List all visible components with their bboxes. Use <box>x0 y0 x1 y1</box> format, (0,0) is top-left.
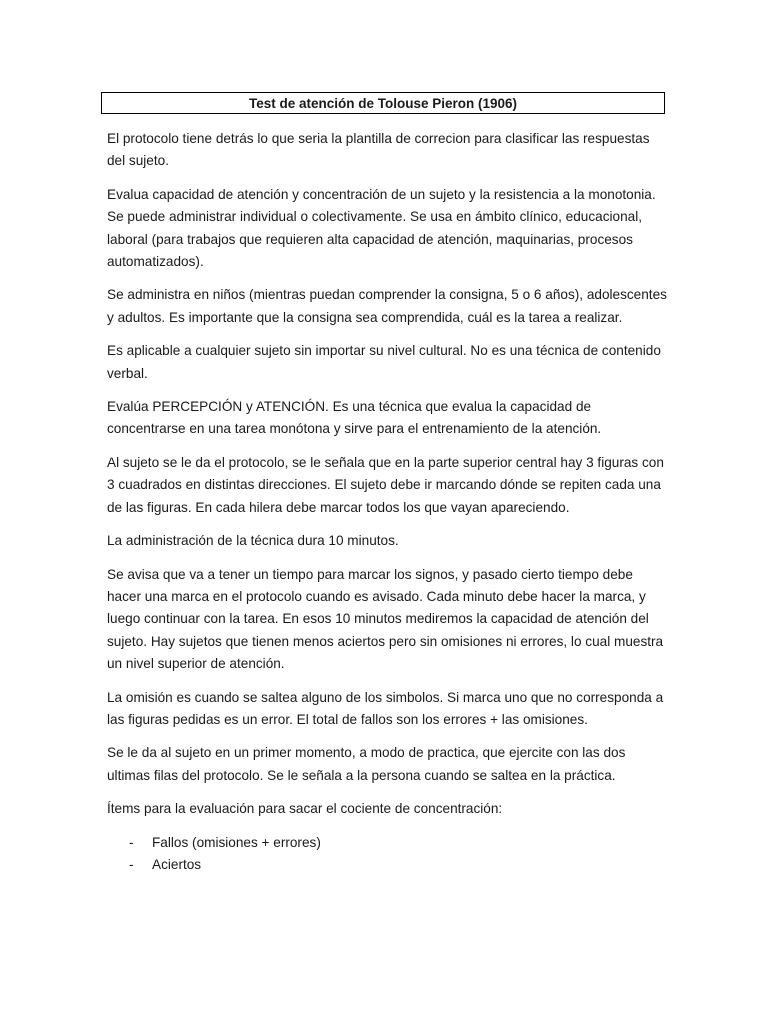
list-item-text: Fallos (omisiones + errores) <box>152 834 321 850</box>
paragraph: Se administra en niños (mientras puedan comprender la consigna, 5 o 6 años), adolescentes y adultos. Es importante que la consigna sea comprendida, cuál es la tarea a realizar. <box>107 287 667 325</box>
paragraph: Se le da al sujeto en un primer momento, a modo de practica, que ejercite con las dos ultimas filas del protocolo. Se le señala a la persona cuando se saltea en la práctica. <box>107 745 626 783</box>
paragraph: La administración de la técnica dura 10 minutos. <box>107 533 399 549</box>
paragraph: Evalua capacidad de atención y concentración de un sujeto y la resistencia a la monotonia. Se puede administrar individual o colectivamente. Se usa en ámbito clínico, educacional, laboral (para trabajos que requieren alta capacidad de atención, maquinarias, procesos automatizados). <box>107 186 656 270</box>
paragraph: Se avisa que va a tener un tiempo para marcar los signos, y pasado cierto tiempo debe hacer una marca en el protocolo cuando es avisado. Cada minuto debe hacer la marca, y luego continuar con la tarea. En esos 10 minutos mediremos la capacidad de atención del sujeto. Hay sujetos que tienen menos aciertos pero sin omisiones ni errores, lo cual muestra un nivel superior de atención. <box>107 566 664 672</box>
list-marker: - <box>129 834 134 850</box>
list-item-text: Aciertos <box>152 856 202 872</box>
paragraph: El protocolo tiene detrás lo que seria la plantilla de correcion para clasificar las respuestas del sujeto. <box>107 131 650 169</box>
paragraph: Ítems para la evaluación para sacar el cociente de concentración: <box>107 801 503 817</box>
evaluation-items-list <box>107 832 667 877</box>
document-title: Test de atención de Tolouse Pieron (1906) <box>101 92 665 114</box>
document-body <box>107 128 667 876</box>
paragraph: Evalúa PERCEPCIÓN y ATENCIÓN. Es una técnica que evalua la capacidad de concentrarse en una tarea monótona y sirve para el entrenamiento de la atención. <box>107 399 602 437</box>
paragraph: Es aplicable a cualquier sujeto sin importar su nivel cultural. No es una técnica de contenido verbal. <box>107 343 661 381</box>
paragraph: La omisión es cuando se saltea alguno de los simbolos. Si marca uno que no corresponda a las figuras pedidas es un error. El total de fallos son los errores + las omisiones. <box>107 689 664 727</box>
list-item <box>107 832 667 854</box>
list-marker: - <box>129 856 134 872</box>
list-item <box>107 854 667 876</box>
paragraph: Al sujeto se le da el protocolo, se le señala que en la parte superior central hay 3 figuras con 3 cuadrados en distintas direcciones. El sujeto debe ir marcando dónde se repiten cada una de las figuras. En cada hilera debe marcar todos los que vayan apareciendo. <box>107 454 664 515</box>
